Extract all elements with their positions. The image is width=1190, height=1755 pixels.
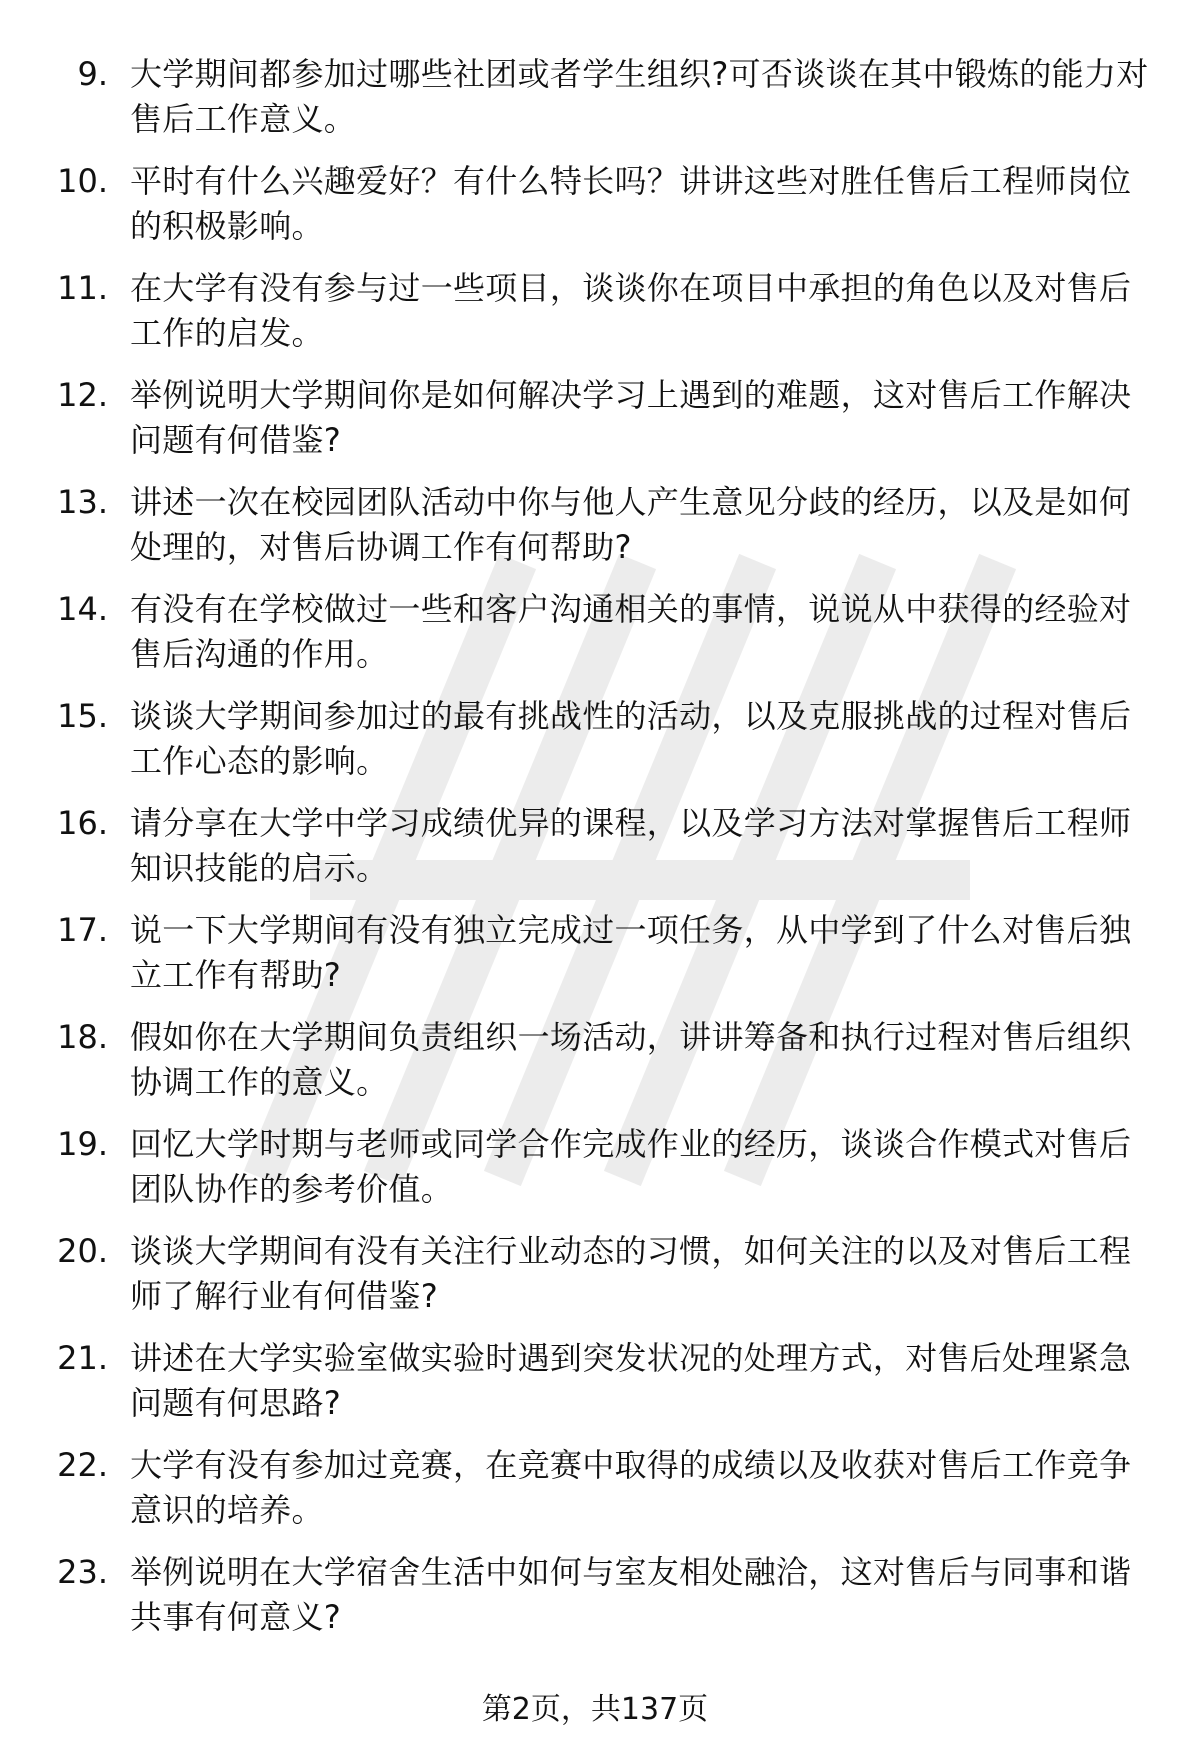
question-text: 举例说明在大学宿舍生活中如何与室友相处融洽，这对售后与同事和谐共事有何意义? <box>130 1553 1132 1636</box>
question-number: 11. <box>57 269 108 307</box>
question-number: 18. <box>57 1018 108 1056</box>
question-number: 23. <box>57 1553 108 1591</box>
question-item <box>0 373 1190 480</box>
question-text: 假如你在大学期间负责组织一场活动，讲讲筹备和执行过程对售后组织协调工作的意义。 <box>130 1018 1132 1101</box>
question-item <box>0 587 1190 694</box>
question-item <box>0 1550 1190 1657</box>
question-text: 讲述在大学实验室做实验时遇到突发状况的处理方式，对售后处理紧急问题有何思路? <box>130 1339 1132 1422</box>
question-text: 平时有什么兴趣爱好？有什么特长吗？讲讲这些对胜任售后工程师岗位的积极影响。 <box>130 162 1132 245</box>
question-list <box>0 52 1190 1657</box>
question-number: 14. <box>57 590 108 628</box>
question-text: 举例说明大学期间你是如何解决学习上遇到的难题，这对售后工作解决问题有何借鉴? <box>130 376 1132 459</box>
question-text: 大学有没有参加过竞赛，在竞赛中取得的成绩以及收获对售后工作竞争意识的培养。 <box>130 1446 1132 1529</box>
question-number: 13. <box>57 483 108 521</box>
question-item <box>0 1229 1190 1336</box>
question-number: 15. <box>57 697 108 735</box>
question-item <box>0 159 1190 266</box>
question-text: 在大学有没有参与过一些项目，谈谈你在项目中承担的角色以及对售后工作的启发。 <box>130 269 1132 352</box>
question-item <box>0 694 1190 801</box>
question-text: 谈谈大学期间参加过的最有挑战性的活动，以及克服挑战的过程对售后工作心态的影响。 <box>130 697 1132 780</box>
question-item <box>0 480 1190 587</box>
question-text: 说一下大学期间有没有独立完成过一项任务，从中学到了什么对售后独立工作有帮助? <box>130 911 1132 994</box>
question-number: 19. <box>57 1125 108 1163</box>
question-text: 谈谈大学期间有没有关注行业动态的习惯，如何关注的以及对售后工程师了解行业有何借鉴? <box>130 1232 1132 1315</box>
question-item <box>0 266 1190 373</box>
question-item <box>0 1015 1190 1122</box>
question-text: 讲述一次在校园团队活动中你与他人产生意见分歧的经历，以及是如何处理的，对售后协调工作有何帮助? <box>130 483 1132 566</box>
question-text: 回忆大学时期与老师或同学合作完成作业的经历，谈谈合作模式对售后团队协作的参考价值。 <box>130 1125 1132 1208</box>
question-item <box>0 1122 1190 1229</box>
question-number: 10. <box>57 162 108 200</box>
question-item <box>0 52 1190 159</box>
question-number: 17. <box>57 911 108 949</box>
question-text: 大学期间都参加过哪些社团或者学生组织?可否谈谈在其中锻炼的能力对售后工作意义。 <box>130 55 1149 138</box>
question-number: 12. <box>57 376 108 414</box>
question-item <box>0 908 1190 1015</box>
question-number: 22. <box>57 1446 108 1484</box>
question-number: 16. <box>57 804 108 842</box>
question-number: 20. <box>57 1232 108 1270</box>
question-number: 9. <box>77 55 108 93</box>
page-footer: 第2页，共137页 <box>481 1692 709 1727</box>
question-text: 有没有在学校做过一些和客户沟通相关的事情，说说从中获得的经验对售后沟通的作用。 <box>130 590 1132 673</box>
question-number: 21. <box>57 1339 108 1377</box>
question-item <box>0 1443 1190 1550</box>
question-item <box>0 1336 1190 1443</box>
question-text: 请分享在大学中学习成绩优异的课程，以及学习方法对掌握售后工程师知识技能的启示。 <box>130 804 1132 887</box>
question-item <box>0 801 1190 908</box>
